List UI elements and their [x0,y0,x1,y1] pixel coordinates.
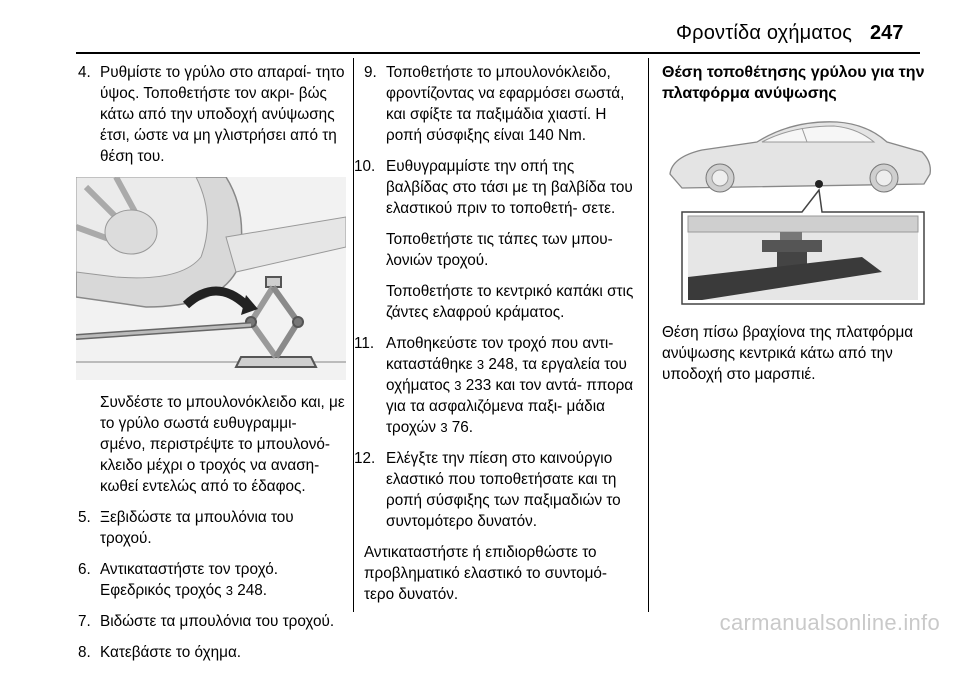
step-number: 10. [354,158,376,175]
page-ref-icon: 3 [225,583,233,598]
lift-platform-illustration [662,112,934,312]
step-number: 12. [354,450,376,467]
page-ref-icon: 3 [454,378,462,393]
step-text: Τοποθετήστε το μπουλονόκλειδο, φροντίζοντας να εφαρμόσει σωστά, και σφίξτε τα παξιμάδια χιαστί. Η ροπή σύσφιξης είναι 140 Nm. [386,64,625,144]
step-number: 8. [78,644,91,661]
section-heading: Θέση τοποθέτησης γρύλου για την πλατφόρμα ανύψωσης [662,64,925,102]
closing-paragraph: Αντικαταστήστε ή επιδιορθώστε το προβληματικό ελαστικό το συντομό- τερο δυνατόν. [364,544,608,603]
step-11-ref-3[interactable]: 76. [451,419,474,436]
step-10 [354,156,640,219]
jack-illustration [76,177,346,380]
step-9 [364,62,640,146]
step-11-ref-1[interactable]: 248, τα εργαλεία του οχήματος [386,356,627,394]
car-on-lift-figure [662,112,934,312]
step-11-ref-2[interactable]: 233 και τον αντά- ππορα για τα ασφαλιζόμενα παξι- μάδια τροχών [386,377,634,436]
step-text: Ρυθμίστε το γρύλο στο απαραί- τητο ύψος. Τοποθετήστε τον ακρι- βώς κάτω από την υποδοχή ανύψωσης έτσι, ώστε να μη γλιστρήσει από τη θέση του. [100,64,345,165]
column-divider-2 [648,58,649,612]
step-number: 4. [78,64,91,81]
step-11-text-a: Αποθηκεύστε τον τροχό που αντι- καταστάθηκε [386,335,614,373]
page-number: 247 [870,22,904,44]
step-text [100,559,346,601]
step-text: Βιδώστε τα μπουλόνια του τροχού. [100,613,335,630]
step-7 [78,611,346,632]
page-ref-icon: 3 [476,357,485,372]
watermark: carmanualsonline.info [719,610,940,635]
step-6 [78,559,346,601]
step-10-paragraph-2: Τοποθετήστε τις τάπες των μπου- λονιών τροχού. [386,231,613,269]
figure-caption: Θέση πίσω βραχίονα της πλατφόρμα ανύψωσης κεντρικά κάτω από την υποδοχή στο μαρσπιέ. [662,324,914,383]
page-title: Φροντίδα οχήματος [676,22,853,44]
step-8 [78,642,346,663]
step-text [386,333,640,438]
step-12 [354,448,640,532]
step-11 [354,333,640,438]
step-5 [78,507,346,549]
page-header [0,0,960,52]
jack-under-wheel-figure [76,177,346,380]
step-6-text-b: Εφεδρικός τροχός [100,582,222,599]
step-number: 7. [78,613,91,630]
step-6-text-a: Αντικαταστήστε τον τροχό. [100,561,278,578]
step-4-continuation: Συνδέστε το μπουλονόκλειδο και, με το γρύλο σωστά ευθυγραμμι- σμένο, περιστρέψτε το μπουλονό- κλειδο μέχρι ο τροχός να αναση- κωθεί εντελώς από το έδαφος. [100,394,345,495]
step-4 [78,62,346,167]
column-1 [78,62,346,673]
step-number: 9. [364,64,377,81]
column-3 [662,62,932,395]
header-rule [76,52,920,54]
step-text: Ξεβιδώστε τα μπουλόνια του τροχού. [100,509,294,547]
page-ref[interactable]: 248. [237,582,268,599]
step-10-paragraph-3: Τοποθετήστε το κεντρικό καπάκι στις ζάντες ελαφρού κράματος. [386,283,634,321]
step-text: Κατεβάστε το όχημα. [100,644,242,661]
step-number: 5. [78,509,91,526]
column-2 [354,62,640,615]
page-ref-icon: 3 [440,420,448,435]
step-text: Ελέγξτε την πίεση στο καινούργιο ελαστικό που τοποθετήσατε και τη ροπή σύσφιξης των παξιμαδιών το συντομότερο δυνατόν. [386,450,621,530]
step-text: Ευθυγραμμίστε την οπή της βαλβίδας στο τάσι με τη βαλβίδα του ελαστικού πριν το τοποθετή- σετε. [386,158,633,217]
step-number: 11. [354,335,375,352]
step-number: 6. [78,561,91,578]
